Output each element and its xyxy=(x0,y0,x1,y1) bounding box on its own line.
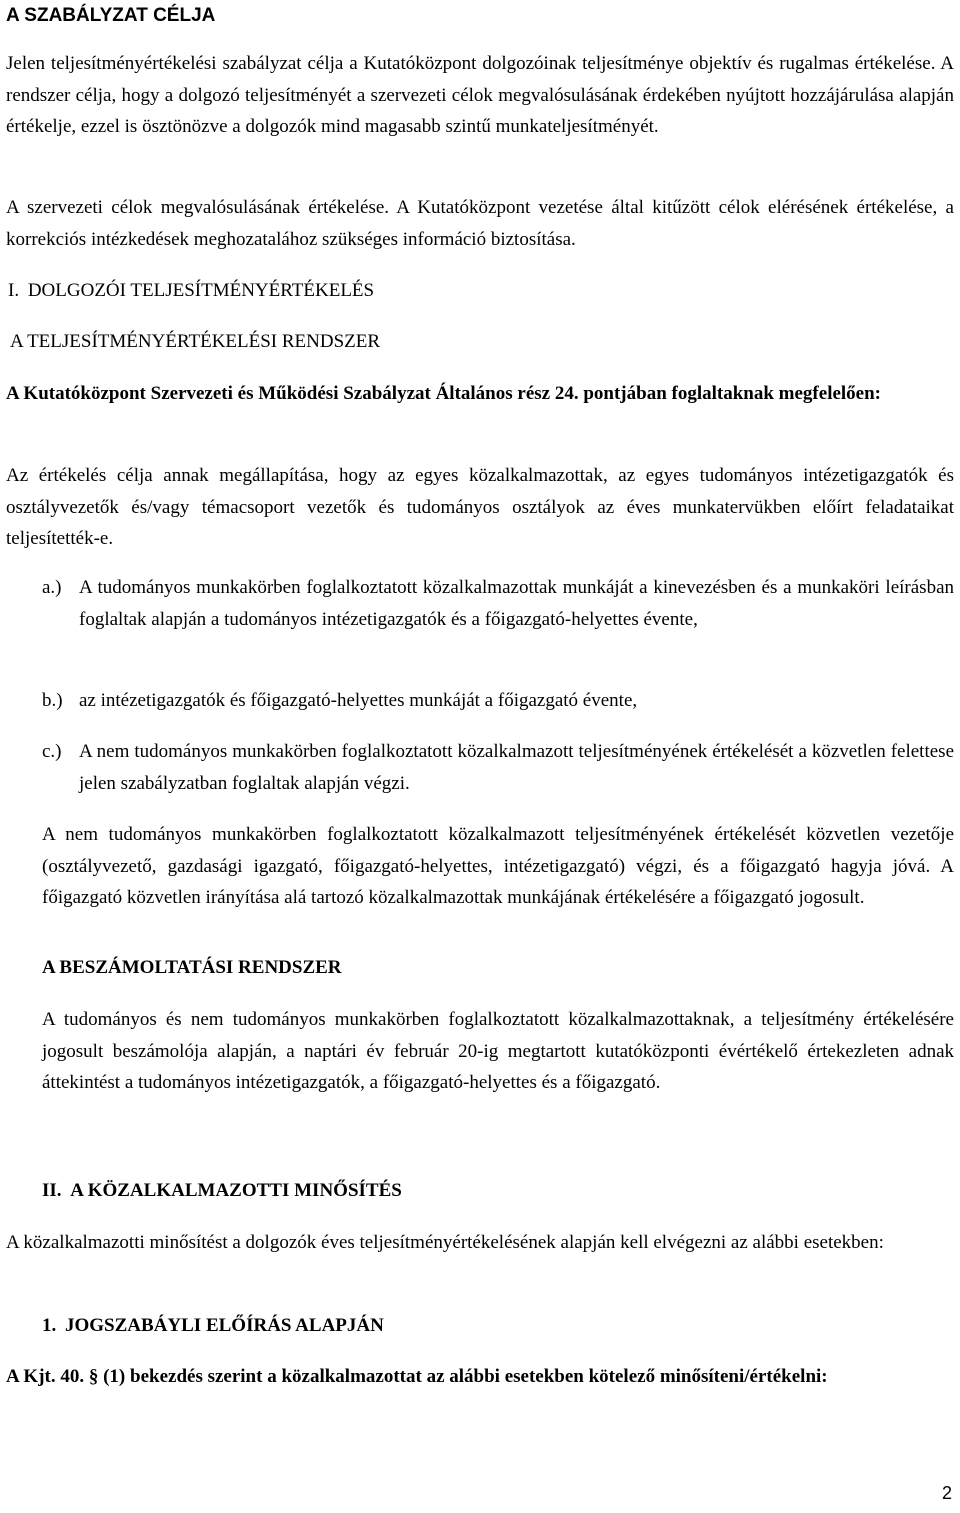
subsection-1-number: 1. xyxy=(42,1315,57,1336)
reporting-system-heading: A BESZÁMOLTATÁSI RENDSZER xyxy=(42,957,342,978)
chapter-2-title: A KÖZALKALMAZOTTI MINŐSÍTÉS xyxy=(70,1180,402,1201)
page-number: 2 xyxy=(941,1483,952,1503)
subsection-1-heading xyxy=(42,1310,954,1342)
list-item-a xyxy=(42,572,954,635)
purpose-paragraph: Az értékelés célja annak megállapítása, hogy az egyes közalkalmazottak, az egyes tudományos intézetigazgatók és osztályvezetők és/vagy témacsoport vezetők és tudományos osztályok az éves munkatervükben előírt feladataikat teljesítették-e. xyxy=(6,465,954,549)
chapter-1-title: DOLGOZÓI TELJESÍTMÉNYÉRTÉKELÉS xyxy=(27,280,375,301)
subsection-1-title: JOGSZABÁYLI ELŐÍRÁS ALAPJÁN xyxy=(65,1315,384,1336)
basis-paragraph: A Kutatóközpont Szervezeti és Működési Szabályzat Általános rész 24. pontjában foglaltaknak megfelelően: xyxy=(6,383,882,404)
list-item-b xyxy=(42,685,954,717)
chapter-2-heading xyxy=(42,1175,954,1207)
goals-paragraph: A szervezeti célok megvalósulásának értékelése. A Kutatóközpont vezetése által kitűzött célok elérésének értékelése, a korrekciós intézkedések meghozatalához szükséges információ biztosítása. xyxy=(6,197,954,250)
non-scientific-paragraph: A nem tudományos munkakörben foglalkoztatott közalkalmazott teljesítményének értékelését közvetlen vezetője (osztályvezető, gazdasági igazgató, főigazgató-helyettes, intézetigazgató) végzi, és a főigazgató hagyja jóvá. A főigazgató közvetlen irányítása alá tartozó közalkalmazottak munkájának értékelésére a főigazgató jogosult. xyxy=(42,824,954,908)
list-item-label: b.) xyxy=(42,690,63,711)
kjt-paragraph: A Kjt. 40. § (1) bekezdés szerint a közalkalmazottat az alábbi esetekben kötelező minősíteni/értékelni: xyxy=(6,1366,828,1387)
list-item-text: A nem tudományos munkakörben foglalkoztatott közalkalmazott teljesítményének értékelését a közvetlen felettese jelen szabályzatban foglaltak alapján végzi. xyxy=(79,741,954,794)
reporting-paragraph: A tudományos és nem tudományos munkakörben foglalkoztatott közalkalmazottaknak, a teljesítmény értékelésére jogosult beszámolója alapján, a naptári év február 20-ig megtartott kutatóközponti évértékelő értekezleten adnak áttekintést a tudományos intézetigazgatók, a főigazgató-helyettes és a főigazgató. xyxy=(42,1009,954,1093)
section-title: A SZABÁLYZAT CÉLJA xyxy=(6,5,216,26)
qualification-paragraph: A közalkalmazotti minősítést a dolgozók éves teljesítményértékelésének alapján kell elvégezni az alábbi esetekben: xyxy=(6,1232,884,1253)
performance-system-heading: A TELJESÍTMÉNYÉRTÉKELÉSI RENDSZER xyxy=(10,331,381,352)
list-item-c xyxy=(42,736,954,799)
chapter-2-number: II. xyxy=(42,1180,62,1201)
list-item-label: a.) xyxy=(42,577,62,598)
chapter-1-heading xyxy=(8,275,956,307)
list-item-label: c.) xyxy=(42,741,62,762)
list-item-text: az intézetigazgatók és főigazgató-helyettes munkáját a főigazgató évente, xyxy=(79,690,638,711)
list-item-text: A tudományos munkakörben foglalkoztatott közalkalmazottak munkáját a kinevezésben és a munkaköri leírásban foglaltak alapján a tudományos intézetigazgatók és a főigazgató-helyettes évente, xyxy=(79,577,954,630)
chapter-1-number: I. xyxy=(8,280,20,301)
intro-paragraph: Jelen teljesítményértékelési szabályzat célja a Kutatóközpont dolgozóinak teljesítménye objektív és rugalmas értékelése. A rendszer célja, hogy a dolgozó teljesítményét a szervezeti célok megvalósulásának érdekében nyújtott hozzájárulása alapján értékelje, ezzel is ösztönözve a dolgozók mind magasabb szintű munkateljesítményét. xyxy=(6,53,954,137)
